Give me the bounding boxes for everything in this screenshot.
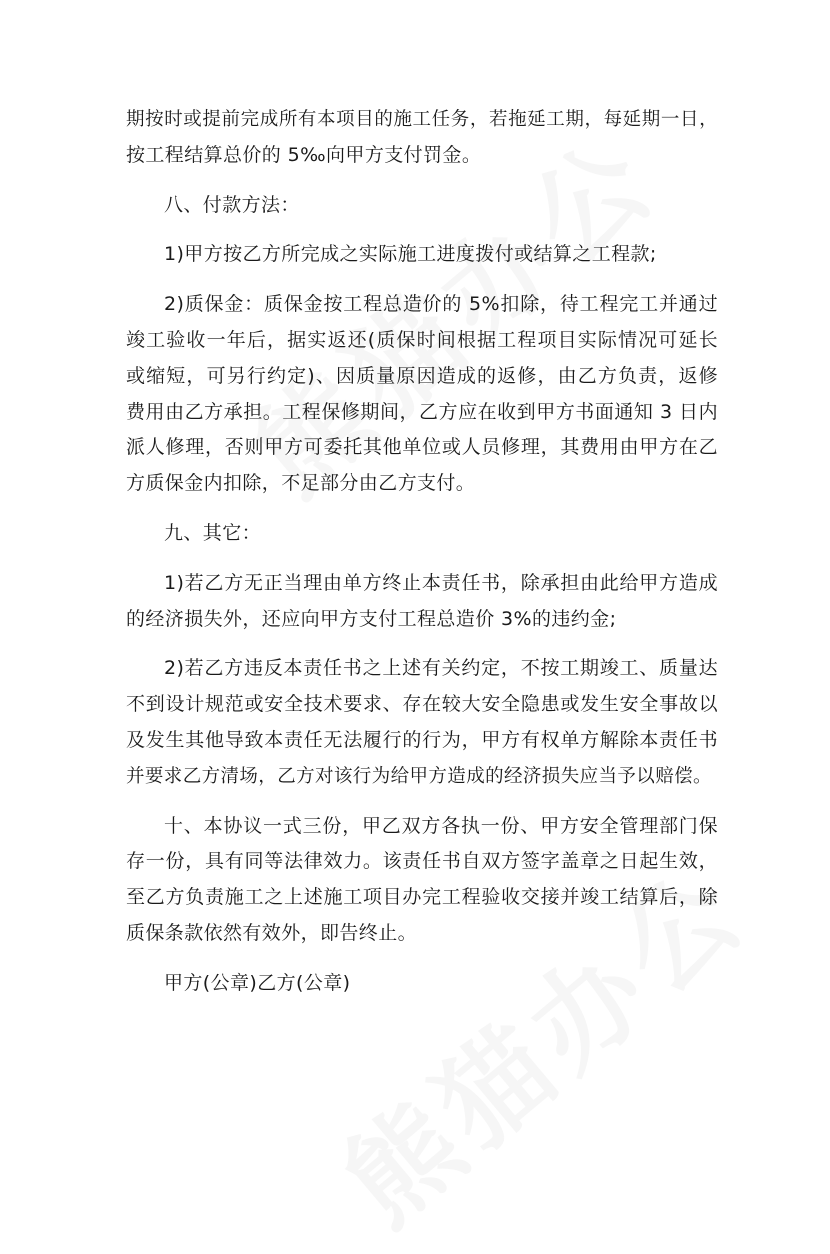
text-line: 1)若乙方无正当理由单方终止本责任书，除承担由此给甲方造成 — [164, 571, 718, 594]
text-line: 并要求乙方清场，乙方对该行为给甲方造成的经济损失应当予以赔偿。 — [126, 765, 712, 787]
paragraph-8-2 — [126, 287, 718, 502]
text-line: 竣工验收一年后，据实返还(质保时间根据工程项目实际情况可延长 — [126, 328, 718, 351]
text-line: 按工程结算总价的 5‰向甲方支付罚金。 — [126, 143, 482, 166]
section-heading-9 — [126, 516, 718, 552]
text-line: 及发生其他导致本责任无法履行的行为，甲方有权单方解除本责任书 — [126, 728, 718, 751]
paragraph-delay-penalty — [126, 102, 718, 174]
text-line: 方质保金内扣除，不足部分由乙方支付。 — [126, 472, 476, 495]
text-line: 存一份，具有同等法律效力。该责任书自双方签字盖章之日起生效， — [126, 850, 718, 873]
paragraph-8-1 — [126, 237, 718, 273]
text-line: 1)甲方按乙方所完成之实际施工进度拨付或结算之工程款; — [164, 243, 657, 266]
text-line: 十、本协议一式三份，甲乙双方各执一份、甲方安全管理部门保 — [164, 814, 718, 837]
section-heading-8 — [126, 188, 718, 224]
text-line: 2)若乙方违反本责任书之上述有关约定，不按工期竣工、质量达 — [164, 657, 718, 680]
text-line: 至乙方负责施工之上述施工项目办完工程验收交接并竣工结算后，除 — [126, 886, 718, 909]
heading-text: 八、付款方法： — [164, 193, 300, 216]
signature-text: 甲方(公章)乙方(公章) — [164, 971, 351, 994]
text-line: 费用由乙方承担。工程保修期间，乙方应在收到甲方书面通知 3 日内 — [126, 400, 718, 423]
text-line: 派人修理，否则甲方可委托其他单位或人员修理，其费用由甲方在乙 — [126, 436, 718, 459]
paragraph-9-2 — [126, 651, 718, 794]
text-line: 2)质保金：质保金按工程总造价的 5%扣除，待工程完工并通过 — [164, 293, 718, 316]
text-line: 期按时或提前完成所有本项目的施工任务，若拖延工期，每延期一日， — [126, 109, 718, 130]
heading-text: 九、其它： — [164, 521, 262, 544]
text-line: 质保条款依然有效外，即告终止。 — [126, 921, 418, 944]
paragraph-10 — [126, 809, 718, 952]
signature-line — [126, 966, 718, 1002]
text-line: 不到设计规范或安全技术要求、存在较大安全隐患或发生安全事故以 — [126, 693, 718, 716]
text-line: 或缩短，可另行约定)、因质量原因造成的返修，由乙方负责，返修 — [126, 364, 718, 387]
paragraph-9-1 — [126, 566, 718, 638]
text-line: 的经济损失外，还应向甲方支付工程总造价 3%的违约金; — [126, 607, 617, 630]
document-body — [126, 102, 718, 1002]
